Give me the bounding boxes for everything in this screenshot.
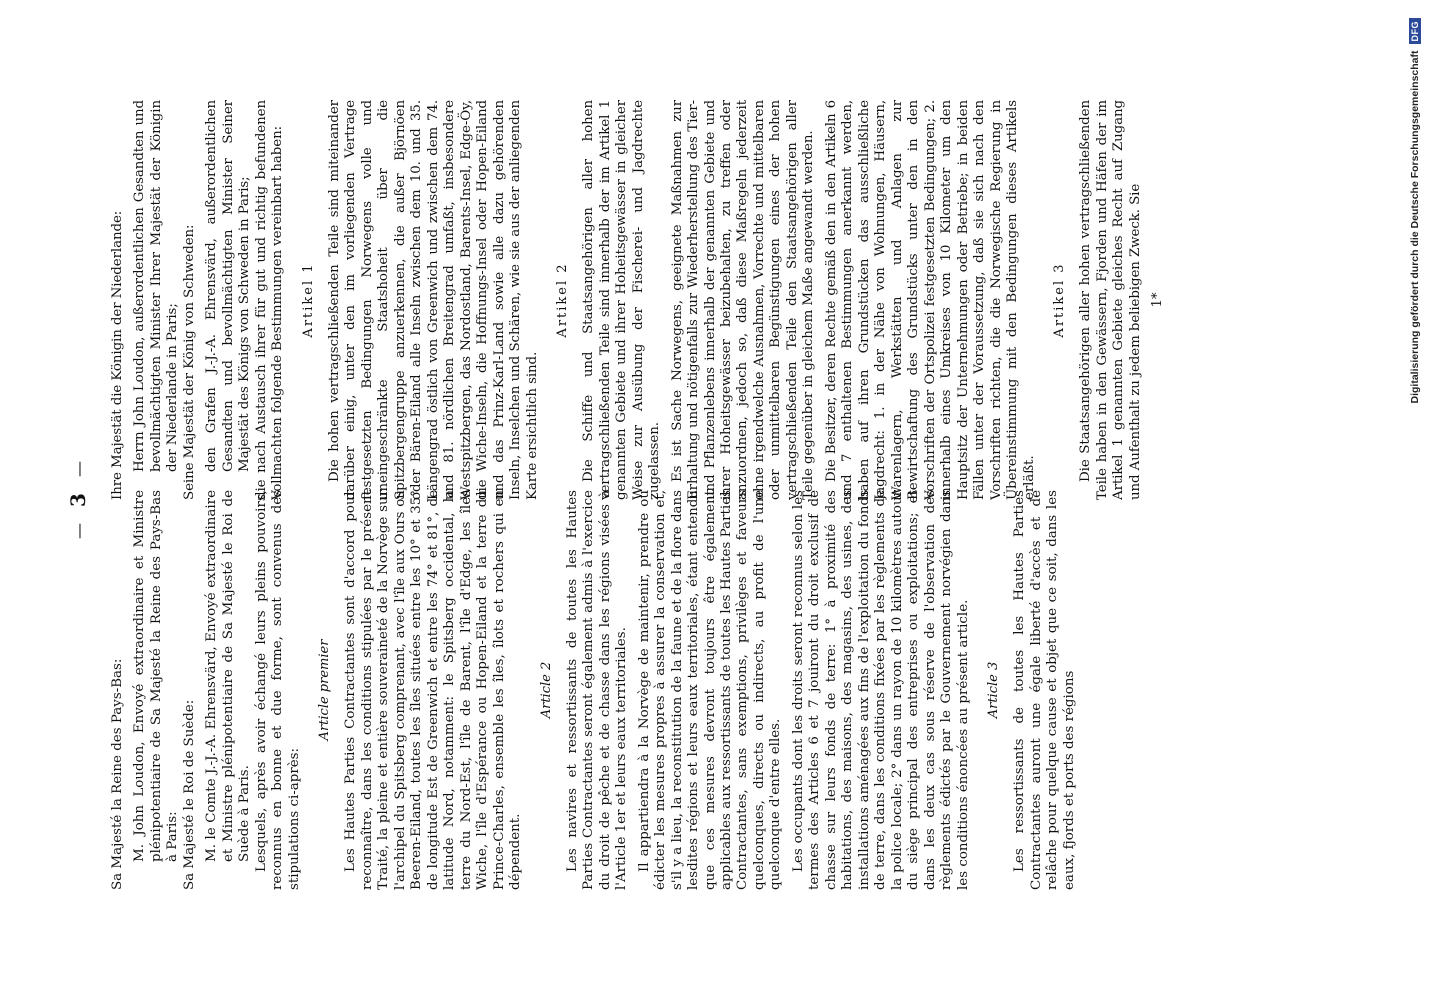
de-preamble-close: die nach Austausch ihrer für gut und richtig befundenen Vollmachten folgende Bestimmungen vereinbart haben:	[253, 100, 286, 500]
fr-preamble-close: Lesquels, après avoir échangé leurs pleins pouvoirs, reconnus en bonne et due forme, sont convenus des stipulations ci-après:	[253, 490, 302, 890]
digitization-credit	[1404, 0, 1426, 1000]
de-article-1-title: Artikel 1	[300, 262, 316, 338]
page-header	[58, 70, 98, 930]
de-article-2-para-3: Die Besitzer, deren Rechte gemäß den in den Artikeln 6 und 7 enthaltenen Bestimmungen anerkannt werden, haben auf ihren Grundstücken das ausschließliche Jagdrecht: 1. in der Nähe von Wohnungen, Häusern, Warenlagern, Werkstätten und Anlagen zur Bewirtschaftung des Grundstücks unter den in den Vorschriften der Ortspolizei festgesetzten Bedingungen; 2. innerhalb eines Umkreises von 10 Kilometer um den Hauptsitz der Unternehmungen oder Betriebe; in beiden Fällen unter der Voraussetzung, daß sie sich nach den Vorschriften richten, die die Norwegische Regierung in Übereinstimmung mit den Bedingungen dieses Artikels erläßt.	[823, 100, 1037, 500]
fr-article-2-para-2: Il appartiendra à la Norvège de maintenir, prendre ou édicter les mesures propres à assurer la conservation et, s'il y a lieu, la reconstitution de la faune et de la flore dans lesdites régions et leurs eaux territoriales, étant entendu que ces mesures devront toujours être également applicables aux ressortissants de toutes les Hautes Parties Contractantes, sans exemptions, privilèges et faveurs quelconques, directs ou indirects, au profit de l'une quelconque d'entre elles.	[636, 490, 784, 890]
fr-article-1-title: Article premier	[317, 639, 333, 741]
de-article-3-title: Artikel 3	[1052, 262, 1068, 338]
french-column	[110, 490, 1274, 890]
fr-article-3-title: Article 3	[986, 661, 1002, 719]
de-article-2-para-1: Die Schiffe und Staatsangehörigen aller hohen vertragschließenden Teile sind innerhalb der im Artikel 1 genannten Gebiete und ihrer Hoheitsgewässer in gleicher Weise zur Ausübung der Fischerei- und Jagdrechte zugelassen.	[581, 100, 663, 500]
german-column	[110, 100, 1274, 500]
fr-article-3-text: Les ressortissants de toutes les Hautes Parties Contractantes auront une égale liberté d'accès et de relâche pour quelque cause et objet que ce soit, dans les eaux, fjords et ports des régions	[1012, 490, 1077, 890]
de-article-2-para-2: Es ist Sache Norwegens, geeignete Maßnahmen zur Erhaltung und nötigenfalls zur Wiederherstellung des Tier- und Pflanzenlebens innerhalb der genannten Gebiete und ihrer Hoheitsgewässer beizubehalten, zu treffen oder anzuordnen, jedoch so, daß diese Maßregeln jederzeit ohne irgendwelche Ausnahmen, Vorrechte und mittelbaren oder unmittelbaren Begünstigungen eines der hohen vertragschließenden Teile den Staatsangehörigen aller Teile gegenüber in gleichem Maße angewandt werden.	[669, 100, 817, 500]
header-dash-left: —	[68, 522, 88, 539]
fr-sovereign-netherlands: Sa Majesté la Reine des Pays-Bas:	[110, 658, 125, 890]
fr-plenipotentiary-sweden: M. le Comte J.-J.-A. Ehrensvärd, Envoyé extraordinaire et Ministre plénipotentiaire de Sa Majesté le Roi de Suède à Paris.	[204, 490, 253, 862]
de-article-3-text: Die Staatsangehörigen aller hohen vertragschließenden Teile haben in den Gewässern, Fjorden und Häfen der im Artikel 1 genannten Gebiete gleiches Recht auf Zugang und Aufenthalt zu jedem beliebigen Zweck. Sie	[1078, 100, 1143, 500]
fr-sovereign-sweden: Sa Majesté le Roi de Suède:	[181, 699, 197, 890]
de-sovereign-netherlands: Ihre Majestät die Königin der Niederlande:	[110, 210, 125, 500]
de-article-2-title: Artikel 2	[555, 262, 571, 338]
dfg-logo: DFG	[1409, 18, 1421, 45]
de-article-1-text: Die hohen vertragschließenden Teile sind miteinander darüber einig, unter den im vorliegenden Vertrage festgesetzten Bedingungen Norwegens volle und uneingeschränkte Staatshoheit über die Spitzbergengruppe anzuerkennen, die außer Björnöen oder Bären-Eiland alle Inseln zwischen dem 10. und 35. Längengrad östlich von Greenwich und zwischen dem 74. und 81. nördlichen Breitengrad umfaßt, insbesondere Westspitzbergen, das Nordostland, Barents-Insel, Edge-Öy, die Wiche-Inseln, die Hoffnungs-Insel oder Hopen-Eiland und das Prinz-Karl-Land sowie alle dazu gehörenden Inseln, Inselchen und Schären, wie sie aus der anliegenden Karte ersichtlich sind.	[326, 100, 540, 500]
fr-article-1-text: Les Hautes Parties Contractantes sont d'accord pour reconnaître, dans les conditions stipulées par le présent Traité, la pleine et entière souveraineté de la Norvège sur l'archipel du Spitsberg comprenant, avec l'île aux Ours ou Beeren-Eiland, toutes les îles situées entre les 10° et 35° de longitude Est de Greenwich et entre les 74° et 81°, de latitude Nord, notamment: le Spitsberg occidental, la terre du Nord-Est, l'île de Barent, l'île d'Edge, les îles Wiche, l'île d'Espérance ou Hopen-Eiland et la terre du Prince-Charles, ensemble les îles, îlots et rochers qui en dépendent.	[343, 490, 524, 890]
de-plenipotentiary-sweden: den Grafen J.-J.-A. Ehrensvärd, außerordentlichen Gesandten und bevollmächtigten Minister Seiner Majestät des Königs von Schweden in Paris;	[204, 100, 253, 472]
signature-mark: 1*	[1150, 292, 1166, 308]
de-sovereign-sweden: Seine Majestät der König von Schweden:	[181, 224, 197, 500]
de-plenipotentiary-netherlands: Herrn John Loudon, außerordentlichen Gesandten und bevollmächtigten Minister Ihrer Majestät der Königin der Niederlande in Paris;	[132, 100, 181, 472]
page-number: 3	[66, 493, 90, 507]
header-dash-right: —	[68, 461, 88, 478]
fr-article-2-para-1: Les navires et ressortissants de toutes les Hautes Parties Contractantes seront également admis à l'exercice du droit de pêche et de chasse dans les régions visées à l'Article 1er et leurs eaux territoriales.	[564, 490, 630, 890]
fr-plenipotentiary-netherlands: M. John Loudon, Envoyé extraordinaire et Ministre plénipotentiaire de Sa Majesté la Reine des Pays-Bas à Paris:	[132, 490, 181, 862]
digitization-credit-text: Digitalisierung gefördert durch die Deutsche Forschungsgemeinschaft	[1409, 50, 1421, 404]
fr-article-2-para-3: Les occupants dont les droits seront reconnus selon les termes des Articles 6 et 7 jouiront du droit exclusif de chasse sur leurs fonds de terre: 1° à proximité des habitations, des maisons, des magasins, des usines, des installations aménagées aux fins de l'exploitation du fonds de terre, dans les conditions fixées par les règlements de la police locale; 2° dans un rayon de 10 kilomètres autour du siège principal des entreprises ou exploitations; et dans les deux cas sous réserve de l'observation des règlements édictés par le Gouvernement norvégien dans les conditions énoncées au présent article.	[790, 490, 971, 890]
fr-article-2-title: Article 2	[538, 661, 554, 719]
